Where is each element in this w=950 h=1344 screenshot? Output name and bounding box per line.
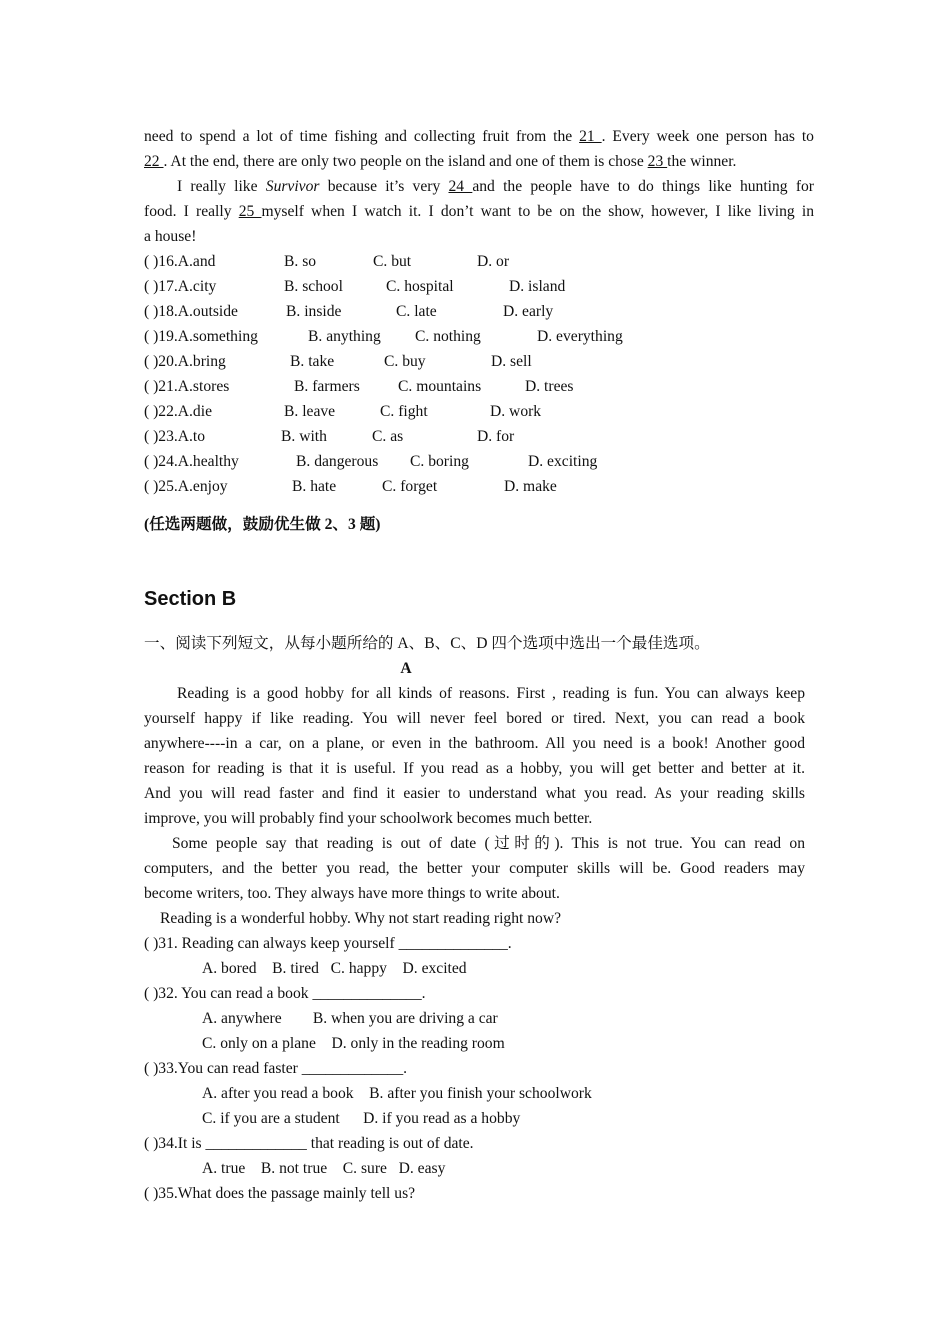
question-35-stem: ( )35.What does the passage mainly tell us? [144,1185,416,1202]
show-title: Survivor [265,178,320,195]
passage-line: reason for reading is that it is useful. If you read as a hobby, you will get better and better at it. [144,760,805,777]
question-33-stem: ( )33.You can read faster _____________. [144,1060,408,1077]
section-title: Section B [144,588,237,610]
question-33-options: C. if you are a student D. if you read as a hobby [202,1110,521,1127]
passage-line: become writers, too. They always have more things to write about. [144,885,560,902]
question-16: ( )16.A.and B. so C. but D. or [144,253,510,270]
document-page [144,124,814,1206]
question-19: ( )19.A.something B. anything C. nothing D. everything [144,328,623,345]
text: and the people have to do things like hunting for [472,178,814,195]
text-line [144,174,814,199]
question-31-stem: ( )31. Reading can always keep yourself ______________. [144,935,512,952]
question-21: ( )21.A.stores B. farmers C. mountains D. trees [144,378,574,395]
question-34-stem: ( )34.It is _____________ that reading is out of date. [144,1135,474,1152]
text: because it’s very [319,178,449,195]
question-20: ( )20.A.bring B. take C. buy D. sell [144,353,532,370]
text-line [144,199,814,224]
question-32-options: A. anywhere B. when you are driving a car [202,1010,498,1027]
blank-21: 21 [579,128,602,145]
passage-line: Some people say that reading is out of date (过时的). This is not true. You can read on [172,835,805,852]
blank-25: 25 [238,203,262,220]
text: food. I really [144,203,239,220]
question-25: ( )25.A.enjoy B. hate C. forget D. make [144,478,557,495]
passage-line: And you will read faster and find it easier to understand what you read. As your reading skills [144,785,805,802]
text: I really like [177,178,266,195]
question-34-options: A. true B. not true C. sure D. easy [202,1160,446,1177]
blank-23: 23 [647,153,668,170]
passage-line: improve, you will probably find your schoolwork becomes much better. [144,810,593,827]
instruction: 一、阅读下列短文，从每小题所给的 A、B、C、D 四个选项中选出一个最佳选项。 [144,635,710,652]
question-32-options: C. only on a plane D. only in the reading room [202,1035,505,1052]
question-32-stem: ( )32. You can read a book ______________. [144,985,426,1002]
passage-line: anywhere----in a car, on a plane, or even in the bathroom. All you need is a book! Another good [144,735,805,752]
optional-note: (任选两题做，鼓励优生做 2、3 题) [144,516,381,533]
passage-line: computers, and the better you read, the better your computer skills will be. Good readers may [144,860,805,877]
question-17: ( )17.A.city B. school C. hospital D. island [144,278,566,295]
passage-title: A [400,660,412,677]
text-line [144,149,814,174]
text-line: a house! [144,228,197,245]
passage-line: Reading is a good hobby for all kinds of reasons. First , reading is fun. You can always keep [177,685,805,702]
text: the winner. [667,153,737,170]
question-18: ( )18.A.outside B. inside C. late D. early [144,303,554,320]
text: myself when I watch it. I don’t want to be on the show, however, I like living in [261,203,814,220]
blank-24: 24 [448,178,473,195]
question-list [144,249,814,499]
text: need to spend a lot of time fishing and collecting fruit from the [144,128,580,145]
blank-22: 22 [144,153,164,170]
question-24: ( )24.A.healthy B. dangerous C. boring D. exciting [144,453,598,470]
text: . Every week one person has to [601,128,814,145]
question-22: ( )22.A.die B. leave C. fight D. work [144,403,542,420]
reading-passage [144,681,805,931]
text-line [144,124,814,149]
passage-line: yourself happy if like reading. You will never feel bored or tired. Next, you can read a book [144,710,805,727]
text: . At the end, there are only two people on the island and one of them is chose [163,153,648,170]
question-23: ( )23.A.to B. with C. as D. for [144,428,515,445]
question-33-options: A. after you read a book B. after you finish your schoolwork [202,1085,592,1102]
comprehension-questions [144,931,814,1206]
question-31-options: A. bored B. tired C. happy D. excited [202,960,467,977]
passage-line: Reading is a wonderful hobby. Why not start reading right now? [160,910,562,927]
